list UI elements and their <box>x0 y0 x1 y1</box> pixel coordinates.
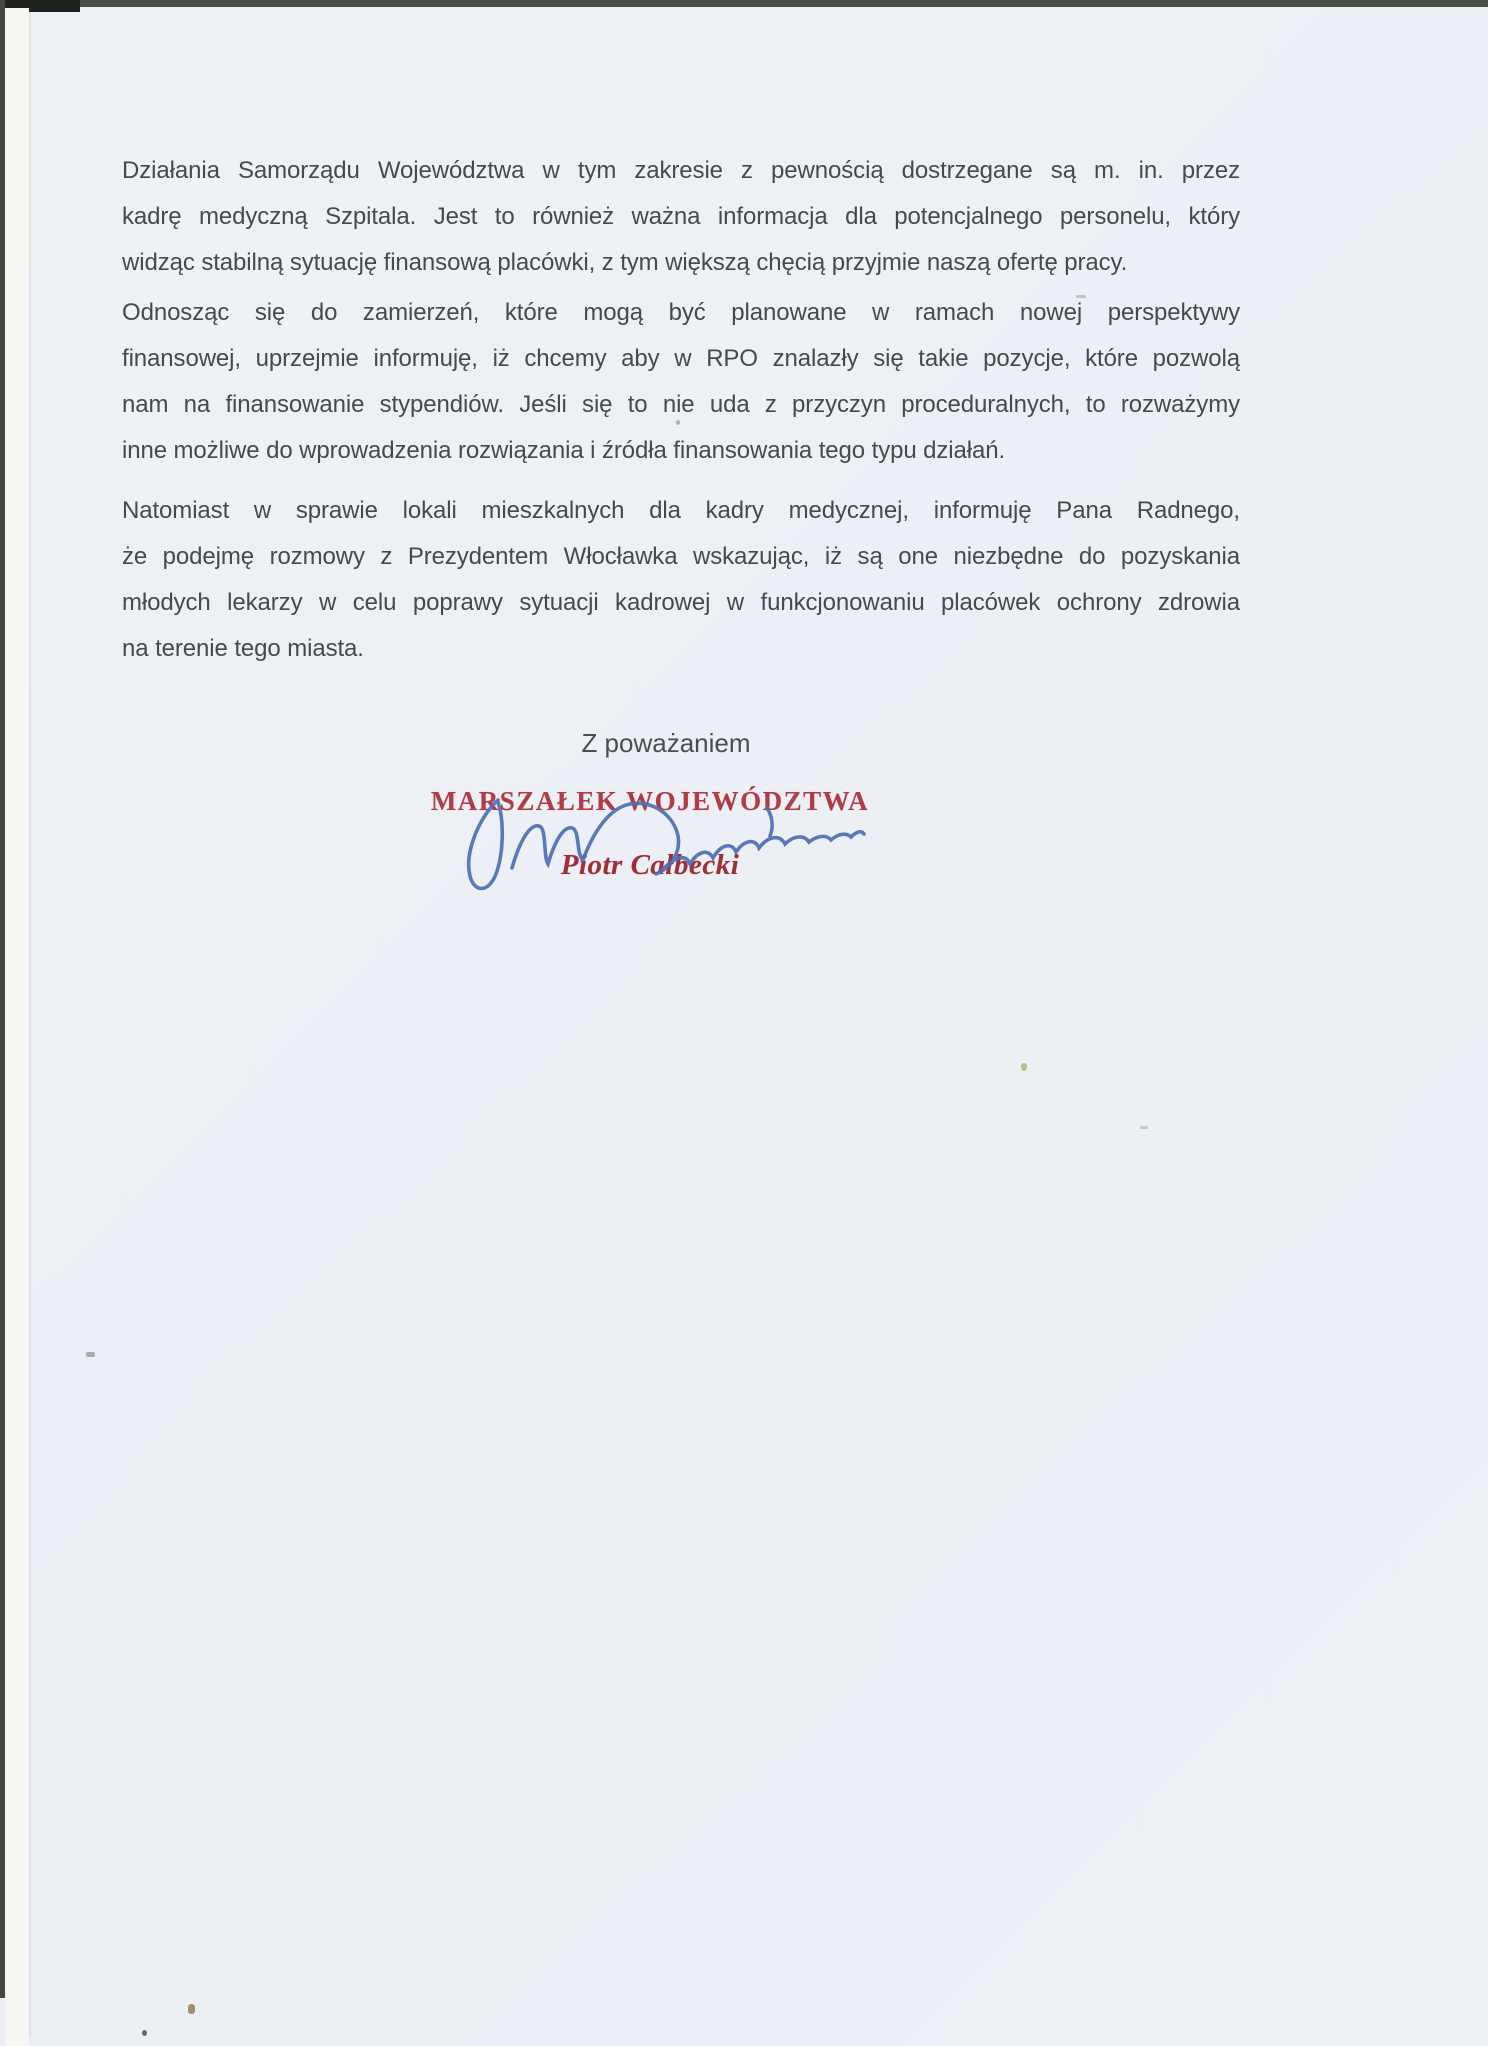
scan-speck <box>86 1352 95 1357</box>
text-line: nam na finansowanie stypendiów. Jeśli się to nie uda z przyczyn proceduralnych, to rozważymy <box>122 391 1240 418</box>
scan-speck <box>188 2004 195 2014</box>
paper-edge-shadow <box>29 8 31 2038</box>
text-line: że podejmę rozmowy z Prezydentem Włocławka wskazując, iż są one niezbędne do pozyskania <box>122 543 1240 570</box>
letter-body <box>122 148 1240 676</box>
stamp-title: MARSZAŁEK WOJEWÓDZTWA <box>430 786 870 816</box>
text-line: inne możliwe do wprowadzenia rozwiązania i źródła finansowania tego typu działań. <box>122 437 1006 464</box>
scan-speck <box>676 420 680 425</box>
closing-block <box>122 728 1178 882</box>
text-line: Odnosząc się do zamierzeń, które mogą być planowane w ramach nowej perspektywy <box>122 299 1240 326</box>
scan-speck <box>1021 1063 1027 1071</box>
text-line: widząc stabilną sytuację finansową placówki, z tym większą chęcią przyjmie naszą ofertę pracy. <box>122 249 1128 276</box>
paragraph <box>122 488 1240 672</box>
paragraph <box>122 148 1240 286</box>
text-line: finansowej, uprzejmie informuję, iż chcemy aby w RPO znalazły się takie pozycje, które pozwolą <box>122 345 1240 372</box>
closing-salutation: Z poważaniem <box>581 728 751 758</box>
text-line: Natomiast w sprawie lokali mieszkalnych dla kadry medycznej, informuję Pana Radnego, <box>122 497 1240 524</box>
paper-edge-strip <box>5 8 29 2046</box>
scan-speck <box>1140 1126 1148 1129</box>
text-line: na terenie tego miasta. <box>122 635 364 662</box>
signatory-name: Piotr Całbecki <box>560 849 740 881</box>
text-line: kadrę medyczną Szpitala. Jest to również ważna informacja dla potencjalnego personelu, który <box>122 203 1240 230</box>
text-line: Działania Samorządu Województwa w tym zakresie z pewnością dostrzegane są m. in. przez <box>122 157 1240 184</box>
scan-top-edge <box>0 0 1488 7</box>
text-line: młodych lekarzy w celu poprawy sytuacji kadrowej w funkcjonowaniu placówek ochrony zdrowia <box>122 589 1240 616</box>
scan-speck <box>142 2030 147 2036</box>
scan-speck <box>1076 295 1086 298</box>
paragraph <box>122 290 1240 474</box>
